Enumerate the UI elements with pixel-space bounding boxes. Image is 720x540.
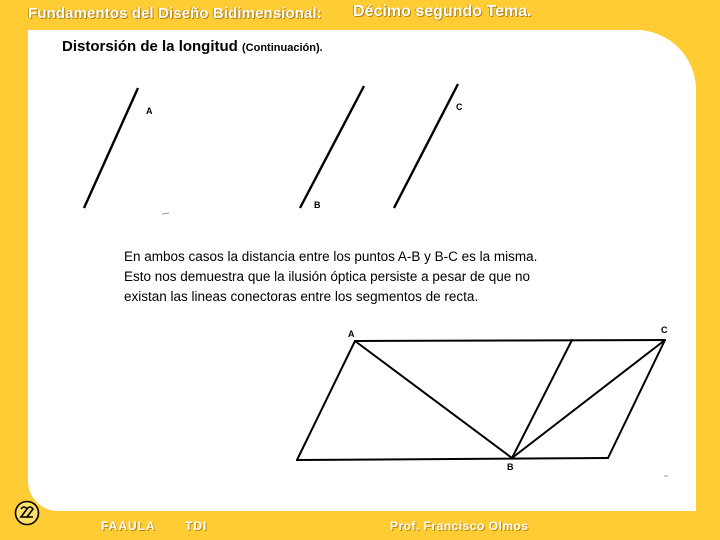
label-c-bottom: C: [661, 325, 668, 335]
topic-title: Décimo segundo Tema.: [353, 3, 532, 20]
right-edge: [608, 340, 665, 458]
label-a-bottom: A: [348, 329, 355, 339]
course-title: Fundamentos del Diseño Bidimensional:: [28, 5, 322, 22]
diagonal-a-b: [355, 341, 512, 458]
footer-author: Prof. Francisco Olmos: [390, 519, 529, 533]
label-b-bottom: B: [507, 462, 514, 472]
logo-icon: [14, 500, 40, 526]
label-a-top: A: [146, 106, 153, 116]
footer-dept: TDI: [185, 519, 208, 533]
label-b-top: B: [314, 200, 321, 210]
left-edge: [297, 341, 355, 460]
diagonal-c-b: [512, 340, 665, 458]
label-c-top: C: [456, 102, 463, 112]
bottom-edge: [297, 458, 608, 460]
slide-title-sub: (Continuación).: [242, 42, 323, 54]
top-edge: [355, 340, 665, 341]
caption-line-3: existan las lineas conectoras entre los segmentos de recta.: [124, 289, 479, 304]
slide-title-main: Distorsión de la longitud: [62, 38, 238, 55]
footer-school: FAAULA: [101, 519, 156, 533]
caption-line-1: En ambos casos la distancia entre los puntos A-B y B-C es la misma.: [124, 249, 538, 264]
inner-parallel: [512, 340, 572, 458]
caption-line-2: Esto nos demuestra que la ilusión óptica persiste a pesar de que no: [124, 269, 531, 284]
